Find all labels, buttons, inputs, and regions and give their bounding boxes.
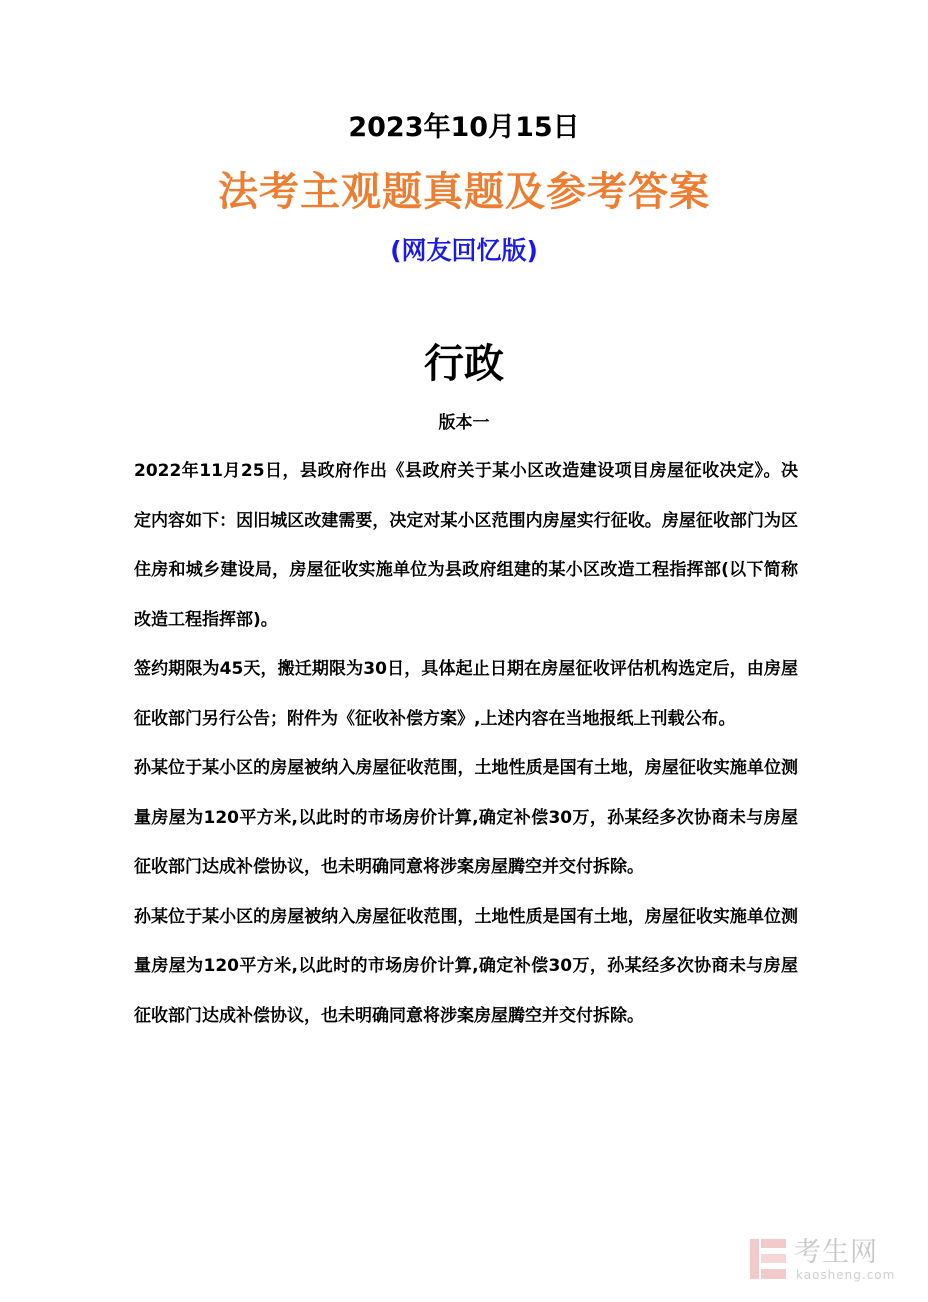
watermark-name: 考生网 <box>794 1237 878 1268</box>
section-title: 行政 <box>424 341 504 387</box>
paragraph-2: 签约期限为45天，搬迁期限为30日，具体起止日期在房屋征收评估机构选定后，由房屋征收部门另行公告；附件为《征收补偿方案》,上述内容在当地报纸上刊载公布。 <box>134 659 798 729</box>
paragraph-1: 2022年11月25日，县政府作出《县政府关于某小区改造建设项目房屋征收决定》。决定内容如下：因旧城区改建需要，决定对某小区范围内房屋实行征收。房屋征收部门为区住房和城乡建设局，房屋征收实施单位为县政府组建的某小区改造工程指挥部(以下简称改造工程指挥部)。 <box>134 461 798 630</box>
exam-date: 2023年10月15日 <box>348 112 580 143</box>
document-title: 法考主观题真题及参考答案 <box>218 169 710 215</box>
document-body <box>134 447 798 1041</box>
watermark-logo <box>748 1236 918 1286</box>
paragraph-3: 孙某位于某小区的房屋被纳入房屋征收范围，土地性质是国有土地，房屋征收实施单位测量房屋为120平方米,以此时的市场房价计算,确定补偿30万，孙某经多次协商未与房屋征收部门达成补偿协议，也未明确同意将涉案房屋腾空并交付拆除。 <box>134 758 798 877</box>
paragraph-4: 孙某位于某小区的房屋被纳入房屋征收范围，土地性质是国有土地，房屋征收实施单位测量房屋为120平方米,以此时的市场房价计算,确定补偿30万，孙某经多次协商未与房屋征收部门达成补偿协议，也未明确同意将涉案房屋腾空并交付拆除。 <box>134 906 798 1026</box>
document-subtitle: (网友回忆版) <box>390 236 538 265</box>
version-label: 版本一 <box>438 413 490 433</box>
logo-mark-icon <box>748 1236 788 1282</box>
watermark-domain: kaosheng.com <box>796 1268 896 1282</box>
